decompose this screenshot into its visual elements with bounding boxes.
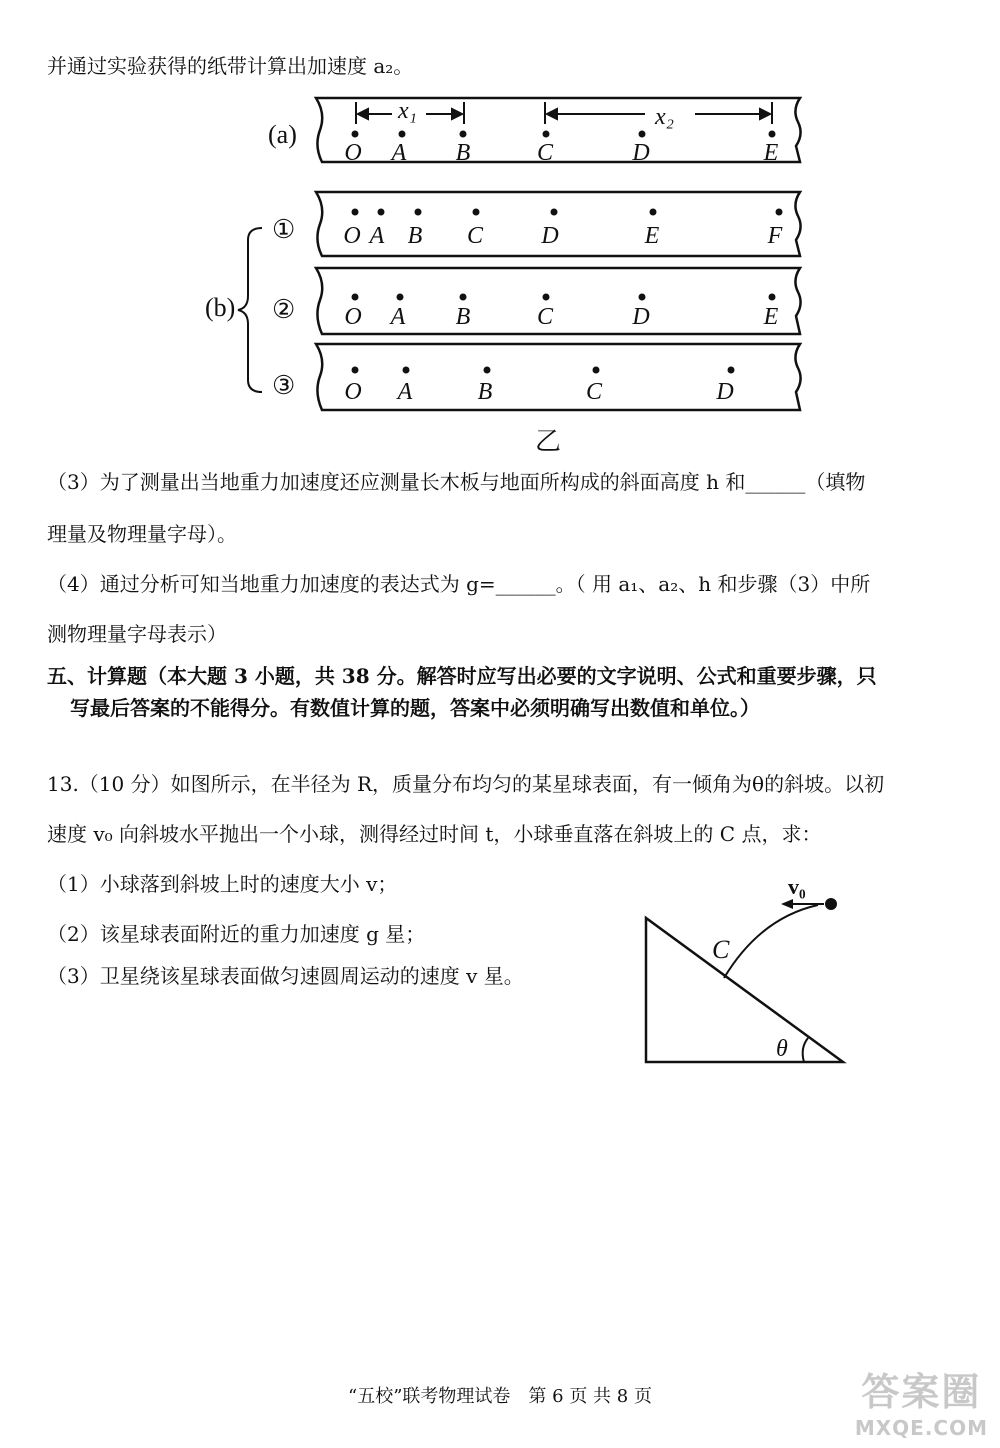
svg-text:A: A <box>390 304 406 330</box>
section5-line1: 五、计算题（本大题 3 小题，共 38 分。解答时应写出必要的文字说明、公式和重要步骤，只 <box>47 664 877 688</box>
q13-line2: 速度 v₀ 向斜坡水平抛出一个小球，测得经过时间 t，小球垂直落在斜坡上的 C 点，求： <box>47 822 822 846</box>
label-a: (a) <box>268 120 297 149</box>
watermark-url: MXQE.COM <box>854 1416 988 1440</box>
watermark-cn: 答案圈 <box>861 1370 982 1414</box>
intro-line: 并通过实验获得的纸带计算出加速度 a₂。 <box>47 54 414 78</box>
svg-text:C: C <box>536 140 554 166</box>
svg-text:E: E <box>763 140 779 166</box>
q4-line2: 测物理量字母表示） <box>47 622 227 646</box>
svg-text:B: B <box>455 304 471 330</box>
svg-text:B: B <box>477 379 493 405</box>
svg-text:D: D <box>541 223 559 249</box>
svg-text:B: B <box>407 223 423 249</box>
point-c-label: C <box>712 935 730 964</box>
q13-line1: 13.（10 分）如图所示，在半径为 R，质量分布均匀的某星球表面，有一倾角为θ的斜坡。以初 <box>47 772 885 796</box>
q4-line1: （4）通过分析可知当地重力加速度的表达式为 g=______。（ 用 a₁、a₂、h 和步骤（3）中所 <box>47 572 871 596</box>
section5-line2: 写最后答案的不能得分。有数值计算的题，答案中必须明确写出数值和单位。） <box>70 696 760 720</box>
marker-b2: ② <box>272 295 296 324</box>
svg-text:A: A <box>397 379 413 405</box>
svg-text:A: A <box>391 140 407 166</box>
svg-text:O: O <box>343 223 361 249</box>
svg-text:F: F <box>767 223 783 249</box>
marker-b1: ① <box>272 215 296 244</box>
label-b: (b) <box>205 293 236 322</box>
x2-label: x₂ <box>655 104 674 130</box>
q3-line1: （3）为了测量出当地重力加速度还应测量长木板与地面所构成的斜面高度 h 和______（填物 <box>47 470 866 494</box>
svg-text:B: B <box>455 140 471 166</box>
svg-text:D: D <box>716 379 734 405</box>
svg-text:O: O <box>344 304 362 330</box>
q13-sub2: （2）该星球表面附近的重力加速度 g 星； <box>47 922 426 946</box>
v0-label: v₀ <box>788 874 806 899</box>
svg-text:O: O <box>344 379 362 405</box>
svg-text:E: E <box>644 223 660 249</box>
svg-text:C: C <box>466 223 484 249</box>
q13-sub3: （3）卫星绕该星球表面做匀速圆周运动的速度 v 星。 <box>47 964 524 988</box>
svg-text:C: C <box>585 379 603 405</box>
svg-text:A: A <box>369 223 385 249</box>
figure-caption: 乙 <box>535 427 562 456</box>
watermark-logo <box>855 1361 988 1440</box>
svg-text:C: C <box>536 304 554 330</box>
svg-text:D: D <box>632 304 650 330</box>
svg-text:E: E <box>763 304 779 330</box>
page-footer: “五校”联考物理试卷 第 6 页 共 8 页 <box>348 1386 652 1407</box>
q13-sub1: （1）小球落到斜坡上时的速度大小 v； <box>47 872 398 896</box>
marker-b3: ③ <box>272 371 296 400</box>
x1-label: x₁ <box>398 98 417 124</box>
svg-text:O: O <box>344 140 362 166</box>
svg-text:D: D <box>632 140 650 166</box>
q3-line2: 理量及物理量字母）。 <box>47 522 237 546</box>
angle-label: θ <box>776 1036 788 1062</box>
